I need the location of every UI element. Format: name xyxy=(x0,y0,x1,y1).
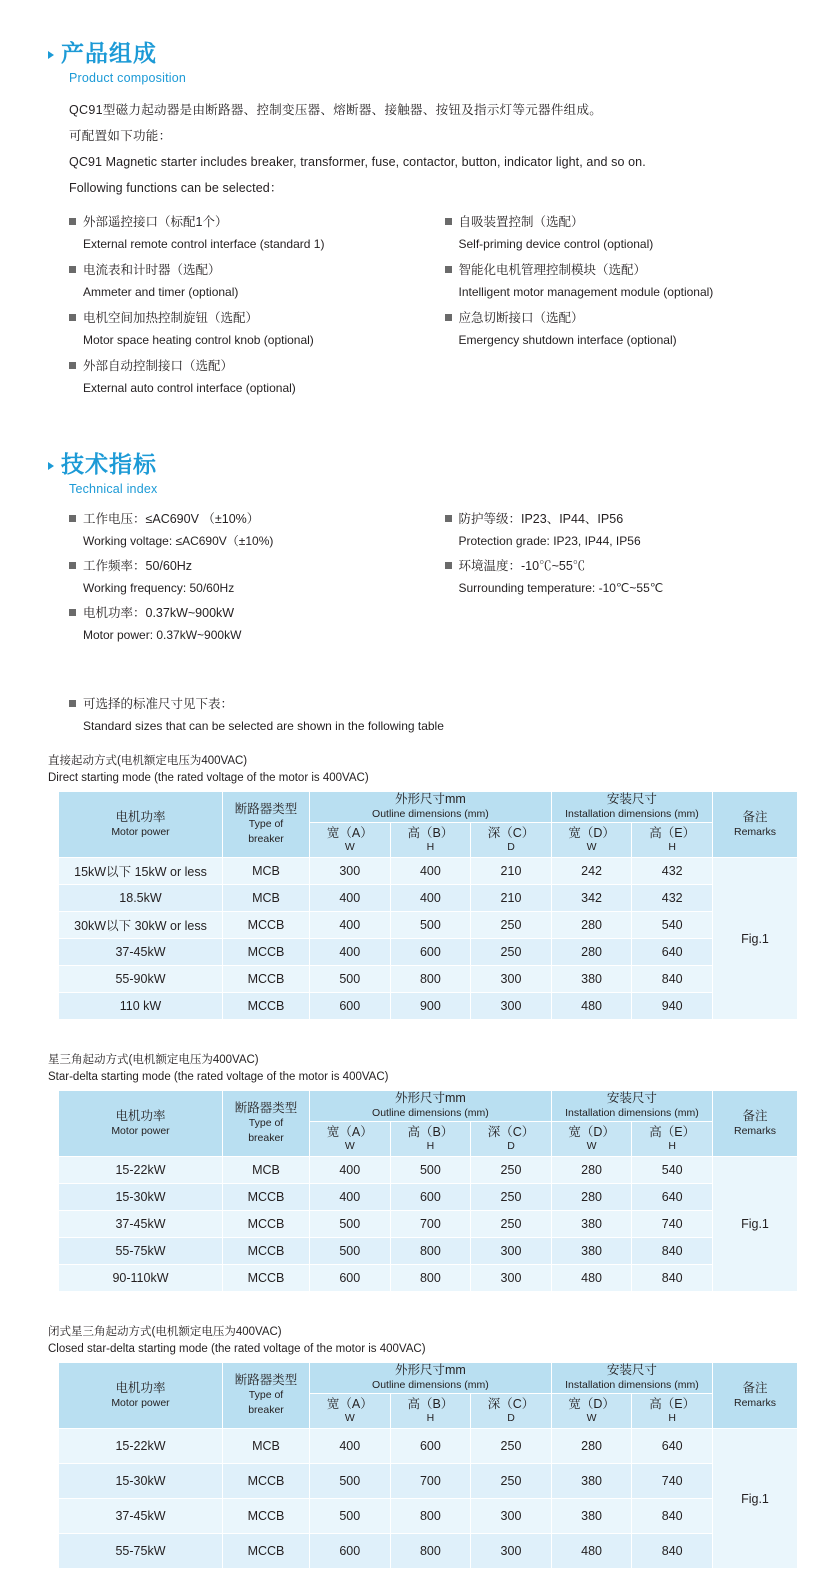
cell-h: 600 xyxy=(390,1184,471,1211)
th-width-d: 宽（D） W xyxy=(551,823,632,858)
cell-h: 800 xyxy=(390,1265,471,1292)
feature-label-en: Motor space heating control knob (optional) xyxy=(83,333,314,347)
tech-label-en: Working voltage: ≤AC690V（±10%) xyxy=(83,534,274,548)
square-bullet-icon xyxy=(445,314,452,321)
cell-motor-power: 15-30kW xyxy=(59,1184,223,1211)
table-caption-en: Direct starting mode (the rated voltage of the motor is 400VAC) xyxy=(48,772,369,784)
cell-motor-power: 37-45kW xyxy=(59,1211,223,1238)
cell-motor-power: 90-110kW xyxy=(59,1265,223,1292)
th-motor-power-cn: 电机功率 xyxy=(115,809,166,824)
table-row xyxy=(59,1265,798,1292)
list-item xyxy=(69,307,430,351)
section-product-composition xyxy=(48,0,790,403)
cell-d: 250 xyxy=(471,912,552,939)
tech-label-cn: 工作频率：50/60Hz xyxy=(83,559,193,573)
square-bullet-icon xyxy=(445,562,452,569)
cell-w: 400 xyxy=(310,912,391,939)
table-row xyxy=(59,993,798,1020)
cell-ih: 840 xyxy=(632,966,713,993)
list-item xyxy=(69,259,430,303)
square-bullet-icon xyxy=(69,218,76,225)
tech-column-left xyxy=(69,508,430,649)
square-bullet-icon xyxy=(69,562,76,569)
th-breaker-type: 断路器类型 Type of breaker xyxy=(223,1091,310,1157)
cell-remark: Fig.1 xyxy=(713,1429,798,1569)
cell-w: 400 xyxy=(310,885,391,912)
square-bullet-icon xyxy=(69,266,76,273)
feature-label-en: External auto control interface (optional) xyxy=(83,381,296,395)
cell-breaker: MCCB xyxy=(223,1184,310,1211)
cell-breaker: MCCB xyxy=(223,1238,310,1265)
cell-motor-power: 30kW以下 30kW or less xyxy=(59,912,223,939)
cell-ih: 640 xyxy=(632,939,713,966)
th-install-cn: 安装尺寸 xyxy=(606,792,657,806)
feature-label-cn: 应急切断接口（选配） xyxy=(458,311,584,325)
th-outline-dimensions: 外形尺寸mm Outline dimensions (mm) xyxy=(310,1363,552,1394)
feature-label-cn: 外部遥控接口（标配1个） xyxy=(83,215,228,229)
cell-breaker: MCCB xyxy=(223,966,310,993)
cell-h: 400 xyxy=(390,858,471,885)
section-title-cn: 产品组成 xyxy=(61,40,157,66)
list-item xyxy=(445,307,791,351)
table-caption-cn: 闭式星三角起动方式(电机额定电压为400VAC) xyxy=(48,1326,282,1338)
feature-list xyxy=(69,211,790,403)
th-width-a: 宽（A） W xyxy=(310,823,391,858)
th-height-b: 高（B） H xyxy=(390,1394,471,1429)
th-depth-c: 深（C） D xyxy=(471,1122,552,1157)
table-row xyxy=(59,885,798,912)
th-height-e: 高（E） H xyxy=(632,823,713,858)
table-row xyxy=(59,1184,798,1211)
note-label-en: Standard sizes that can be selected are shown in the following table xyxy=(83,719,444,733)
feature-cn-row xyxy=(445,307,791,329)
cell-d: 250 xyxy=(471,1184,552,1211)
cell-breaker: MCCB xyxy=(223,939,310,966)
cell-d: 300 xyxy=(471,993,552,1020)
cell-d: 300 xyxy=(471,1238,552,1265)
table-row xyxy=(59,1464,798,1499)
cell-ih: 640 xyxy=(632,1184,713,1211)
cell-ih: 540 xyxy=(632,912,713,939)
list-item xyxy=(69,355,430,399)
cell-iw: 380 xyxy=(551,1464,632,1499)
cell-w: 500 xyxy=(310,1499,391,1534)
cell-motor-power: 15-22kW xyxy=(59,1429,223,1464)
list-item xyxy=(69,211,430,255)
cell-motor-power: 37-45kW xyxy=(59,1499,223,1534)
table-caption-cn: 星三角起动方式(电机额定电压为400VAC) xyxy=(48,1054,259,1066)
th-motor-power-en: Motor power xyxy=(111,825,170,838)
section-title-cn: 技术指标 xyxy=(61,451,157,477)
cell-breaker: MCCB xyxy=(223,912,310,939)
th-outline-dimensions xyxy=(310,792,552,823)
triangle-bullet-icon xyxy=(48,51,54,59)
th-breaker-type xyxy=(223,792,310,858)
table-row xyxy=(59,912,798,939)
cell-h: 500 xyxy=(390,912,471,939)
cell-iw: 380 xyxy=(551,1238,632,1265)
list-item xyxy=(445,555,791,599)
cell-d: 300 xyxy=(471,1499,552,1534)
cell-breaker: MCCB xyxy=(223,1211,310,1238)
tech-label-cn: 环境温度：-10℃~55℃ xyxy=(458,559,586,573)
cell-d: 300 xyxy=(471,1534,552,1569)
table-block-direct-start xyxy=(48,753,790,1020)
square-bullet-icon xyxy=(69,609,76,616)
cell-ih: 432 xyxy=(632,858,713,885)
cell-w: 500 xyxy=(310,966,391,993)
cell-h: 800 xyxy=(390,1499,471,1534)
cell-h: 800 xyxy=(390,966,471,993)
cell-breaker: MCB xyxy=(223,858,310,885)
th-outline-dimensions: 外形尺寸mm Outline dimensions (mm) xyxy=(310,1091,552,1122)
cell-iw: 280 xyxy=(551,1157,632,1184)
list-item xyxy=(445,508,791,552)
cell-d: 210 xyxy=(471,858,552,885)
section-title-en: Product composition xyxy=(69,71,187,85)
th-height-b: 高（B） H xyxy=(390,823,471,858)
tech-label-en: Motor power: 0.37kW~900kW xyxy=(83,628,242,642)
cell-breaker: MCCB xyxy=(223,1534,310,1569)
th-motor-power xyxy=(59,792,223,858)
feature-label-en: Intelligent motor management module (optional) xyxy=(458,285,714,299)
square-bullet-icon xyxy=(445,266,452,273)
th-install-dimensions: 安装尺寸 Installation dimensions (mm) xyxy=(551,1091,712,1122)
feature-cn-row xyxy=(69,355,430,377)
cell-h: 900 xyxy=(390,993,471,1020)
th-width-d: 宽（D） W xyxy=(551,1122,632,1157)
th-remarks: 备注 Remarks xyxy=(713,1091,798,1157)
square-bullet-icon xyxy=(69,515,76,522)
cell-motor-power: 18.5kW xyxy=(59,885,223,912)
list-item xyxy=(69,602,430,646)
cell-w: 600 xyxy=(310,993,391,1020)
cell-breaker: MCB xyxy=(223,1429,310,1464)
tech-cn-row xyxy=(69,555,430,577)
th-width-d: 宽（D） W xyxy=(551,1394,632,1429)
cell-motor-power: 15-30kW xyxy=(59,1464,223,1499)
table-header-row xyxy=(59,792,798,823)
table-row xyxy=(59,858,798,885)
cell-motor-power: 55-90kW xyxy=(59,966,223,993)
table-row xyxy=(59,1499,798,1534)
feature-label-en: External remote control interface (standard 1) xyxy=(83,237,325,251)
intro-paragraphs xyxy=(69,97,790,201)
table-header-row xyxy=(59,1363,798,1394)
cell-iw: 280 xyxy=(551,1429,632,1464)
table-caption-en: Star-delta starting mode (the rated voltage of the motor is 400VAC) xyxy=(48,1071,389,1083)
cell-w: 400 xyxy=(310,1429,391,1464)
table-block-closed-star-delta xyxy=(48,1324,790,1569)
section-technical-index xyxy=(48,449,790,649)
cell-w: 400 xyxy=(310,939,391,966)
th-install-dimensions: 安装尺寸 Installation dimensions (mm) xyxy=(551,1363,712,1394)
feature-label-cn: 智能化电机管理控制模块（选配） xyxy=(458,263,647,277)
square-bullet-icon xyxy=(445,218,452,225)
tech-cn-row xyxy=(445,508,791,530)
th-remarks-cn: 备注 xyxy=(742,809,768,824)
cell-iw: 380 xyxy=(551,1211,632,1238)
table-row xyxy=(59,1534,798,1569)
cell-d: 250 xyxy=(471,939,552,966)
table-header-row xyxy=(59,1091,798,1122)
table-caption xyxy=(48,753,790,787)
feature-label-cn: 电机空间加热控制旋钮（选配） xyxy=(83,311,259,325)
feature-column-right xyxy=(430,211,791,403)
cell-w: 400 xyxy=(310,1157,391,1184)
cell-w: 400 xyxy=(310,1184,391,1211)
feature-label-en: Emergency shutdown interface (optional) xyxy=(458,333,677,347)
table-row xyxy=(59,939,798,966)
cell-h: 600 xyxy=(390,939,471,966)
square-bullet-icon xyxy=(69,362,76,369)
th-breaker-cn: 断路器类型 xyxy=(234,802,298,816)
cell-ih: 840 xyxy=(632,1534,713,1569)
th-depth-c: 深（C） D xyxy=(471,1394,552,1429)
cell-motor-power: 55-75kW xyxy=(59,1238,223,1265)
cell-breaker: MCB xyxy=(223,885,310,912)
cell-w: 600 xyxy=(310,1534,391,1569)
feature-label-en: Ammeter and timer (optional) xyxy=(83,285,239,299)
intro-line-3: QC91 Magnetic starter includes breaker, transformer, fuse, contactor, button, indicator light, and so on. xyxy=(69,155,646,169)
cell-ih: 840 xyxy=(632,1265,713,1292)
table-block-star-delta xyxy=(48,1052,790,1292)
square-bullet-icon xyxy=(445,515,452,522)
table-note xyxy=(69,693,830,737)
cell-remark: Fig.1 xyxy=(713,1157,798,1292)
cell-motor-power: 110 kW xyxy=(59,993,223,1020)
cell-ih: 740 xyxy=(632,1211,713,1238)
cell-ih: 540 xyxy=(632,1157,713,1184)
table-row xyxy=(59,1157,798,1184)
square-bullet-icon xyxy=(69,700,76,707)
cell-iw: 280 xyxy=(551,912,632,939)
feature-label-cn: 电流表和计时器（选配） xyxy=(83,263,221,277)
tech-label-cn: 工作电压：≤AC690V （±10%） xyxy=(83,512,260,526)
section-title-en: Technical index xyxy=(69,482,158,496)
th-breaker-type: 断路器类型 Type of breaker xyxy=(223,1363,310,1429)
th-width-a: 宽（A） W xyxy=(310,1122,391,1157)
cell-d: 250 xyxy=(471,1157,552,1184)
feature-column-left xyxy=(69,211,430,403)
th-height-e: 高（E） H xyxy=(632,1394,713,1429)
cell-d: 300 xyxy=(471,966,552,993)
note-cn-row xyxy=(69,693,830,715)
cell-iw: 280 xyxy=(551,1184,632,1211)
table-caption-en: Closed star-delta starting mode (the rated voltage of the motor is 400VAC) xyxy=(48,1343,426,1355)
intro-line-4: Following functions can be selected： xyxy=(69,181,283,195)
cell-w: 500 xyxy=(310,1211,391,1238)
cell-breaker: MCCB xyxy=(223,993,310,1020)
table-row xyxy=(59,1429,798,1464)
intro-line-1: QC91型磁力起动器是由断路器、控制变压器、熔断器、接触器、按钮及指示灯等元器件组成。 xyxy=(69,103,603,117)
tech-label-cn: 电机功率：0.37kW~900kW xyxy=(83,606,235,620)
tech-cn-row xyxy=(445,555,791,577)
list-item xyxy=(445,259,791,303)
square-bullet-icon xyxy=(69,314,76,321)
feature-cn-row xyxy=(445,211,791,233)
cell-d: 300 xyxy=(471,1265,552,1292)
cell-iw: 480 xyxy=(551,1534,632,1569)
cell-w: 500 xyxy=(310,1464,391,1499)
spec-table xyxy=(58,791,798,1020)
cell-h: 800 xyxy=(390,1238,471,1265)
cell-breaker: MCB xyxy=(223,1157,310,1184)
intro-line-2: 可配置如下功能： xyxy=(69,129,172,143)
spec-table xyxy=(58,1090,798,1292)
list-item xyxy=(445,211,791,255)
feature-cn-row xyxy=(69,259,430,281)
feature-label-cn: 外部自动控制接口（选配） xyxy=(83,359,234,373)
cell-h: 500 xyxy=(390,1157,471,1184)
tech-cn-row xyxy=(69,508,430,530)
th-breaker-en1: Type of xyxy=(248,818,284,830)
cell-d: 250 xyxy=(471,1464,552,1499)
cell-h: 400 xyxy=(390,885,471,912)
tech-label-en: Surrounding temperature: -10℃~55℃ xyxy=(458,581,664,595)
cell-w: 300 xyxy=(310,858,391,885)
cell-w: 500 xyxy=(310,1238,391,1265)
section-heading xyxy=(48,38,790,68)
triangle-bullet-icon xyxy=(48,462,54,470)
tech-label-en: Working frequency: 50/60Hz xyxy=(83,581,235,595)
list-item xyxy=(69,555,430,599)
th-remarks xyxy=(713,792,798,858)
cell-ih: 840 xyxy=(632,1499,713,1534)
table-caption xyxy=(48,1052,790,1086)
tech-cn-row xyxy=(69,602,430,624)
th-depth-c: 深（C） D xyxy=(471,823,552,858)
feature-cn-row xyxy=(445,259,791,281)
table-row xyxy=(59,1238,798,1265)
cell-iw: 380 xyxy=(551,966,632,993)
cell-h: 600 xyxy=(390,1429,471,1464)
th-height-e: 高（E） H xyxy=(632,1122,713,1157)
cell-h: 700 xyxy=(390,1464,471,1499)
section-heading xyxy=(48,449,790,479)
tech-label-cn: 防护等级：IP23、IP44、IP56 xyxy=(458,512,624,526)
th-motor-power: 电机功率 Motor power xyxy=(59,1091,223,1157)
th-install-dimensions xyxy=(551,792,712,823)
cell-iw: 480 xyxy=(551,1265,632,1292)
cell-motor-power: 15kW以下 15kW or less xyxy=(59,858,223,885)
tech-column-right xyxy=(430,508,791,649)
cell-d: 210 xyxy=(471,885,552,912)
cell-iw: 280 xyxy=(551,939,632,966)
th-height-b: 高（B） H xyxy=(390,1122,471,1157)
cell-ih: 432 xyxy=(632,885,713,912)
cell-ih: 740 xyxy=(632,1464,713,1499)
cell-d: 250 xyxy=(471,1429,552,1464)
cell-iw: 480 xyxy=(551,993,632,1020)
cell-h: 700 xyxy=(390,1211,471,1238)
table-row xyxy=(59,1211,798,1238)
cell-breaker: MCCB xyxy=(223,1265,310,1292)
tech-label-en: Protection grade: IP23, IP44, IP56 xyxy=(458,534,641,548)
cell-ih: 940 xyxy=(632,993,713,1020)
cell-ih: 640 xyxy=(632,1429,713,1464)
cell-h: 800 xyxy=(390,1534,471,1569)
cell-w: 600 xyxy=(310,1265,391,1292)
feature-cn-row xyxy=(69,307,430,329)
cell-motor-power: 37-45kW xyxy=(59,939,223,966)
th-outline-en: Outline dimensions (mm) xyxy=(372,808,489,820)
cell-motor-power: 15-22kW xyxy=(59,1157,223,1184)
cell-remark: Fig.1 xyxy=(713,858,798,1020)
th-remarks: 备注 Remarks xyxy=(713,1363,798,1429)
th-width-a: 宽（A） W xyxy=(310,1394,391,1429)
cell-motor-power: 55-75kW xyxy=(59,1534,223,1569)
th-install-en: Installation dimensions (mm) xyxy=(565,808,699,820)
technical-index-list xyxy=(69,508,790,649)
feature-cn-row xyxy=(69,211,430,233)
table-row xyxy=(59,966,798,993)
list-item xyxy=(69,508,430,552)
th-remarks-en: Remarks xyxy=(733,825,776,838)
th-breaker-en2: breaker xyxy=(248,833,284,845)
cell-ih: 840 xyxy=(632,1238,713,1265)
note-label-cn: 可选择的标准尺寸见下表： xyxy=(83,697,234,711)
th-motor-power: 电机功率 Motor power xyxy=(59,1363,223,1429)
feature-label-en: Self-priming device control (optional) xyxy=(458,237,654,251)
cell-iw: 380 xyxy=(551,1499,632,1534)
table-caption xyxy=(48,1324,790,1358)
cell-breaker: MCCB xyxy=(223,1499,310,1534)
cell-iw: 342 xyxy=(551,885,632,912)
feature-label-cn: 自吸装置控制（选配） xyxy=(458,215,584,229)
cell-iw: 242 xyxy=(551,858,632,885)
cell-breaker: MCCB xyxy=(223,1464,310,1499)
cell-d: 250 xyxy=(471,1211,552,1238)
th-outline-cn: 外形尺寸mm xyxy=(394,792,466,806)
spec-table xyxy=(58,1362,798,1569)
table-caption-cn: 直接起动方式(电机额定电压为400VAC) xyxy=(48,755,248,767)
